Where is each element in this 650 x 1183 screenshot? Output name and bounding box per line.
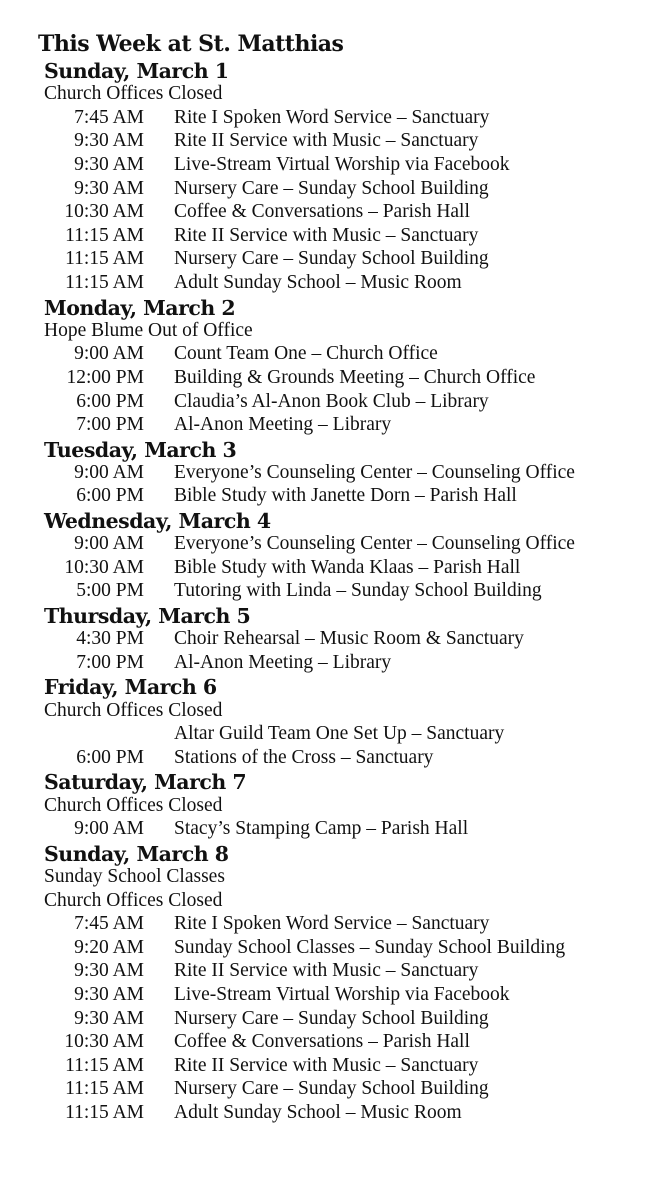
event-row: [44, 247, 644, 271]
event-description: Tutoring with Linda – Sunday School Building: [174, 580, 542, 602]
event-row: [44, 1077, 644, 1101]
event-description: Adult Sunday School – Music Room: [174, 1101, 462, 1123]
event-description: Bible Study with Wanda Klaas – Parish Hall: [174, 556, 521, 578]
day-note: Church Offices Closed: [44, 889, 223, 911]
event-description: Stacy’s Stamping Camp – Parish Hall: [174, 818, 469, 840]
event-description: Coffee & Conversations – Parish Hall: [174, 1031, 470, 1053]
event-row: [44, 1030, 644, 1054]
event-row: [44, 224, 644, 248]
event-description: Sunday School Classes – Sunday School Building: [174, 936, 566, 958]
event-time: 9:00 AM: [74, 533, 144, 555]
event-row: [44, 106, 644, 130]
event-description: Everyone’s Counseling Center – Counseling Office: [174, 461, 575, 483]
event-row: [44, 129, 644, 153]
day-section: [44, 437, 644, 508]
event-row: [44, 1054, 644, 1078]
event-time: 5:00 PM: [76, 580, 144, 602]
event-description: Coffee & Conversations – Parish Hall: [174, 201, 470, 223]
event-description: Nursery Care – Sunday School Building: [174, 177, 489, 199]
event-time: 7:45 AM: [74, 913, 144, 935]
event-time: [44, 722, 144, 746]
event-description: Nursery Care – Sunday School Building: [174, 1078, 489, 1100]
event-description: Stations of the Cross – Sanctuary: [174, 746, 434, 768]
event-description: Choir Rehearsal – Music Room & Sanctuary: [174, 628, 524, 650]
event-row: [44, 390, 644, 414]
event-time: 11:15 AM: [65, 224, 144, 246]
event-time: 7:00 PM: [76, 414, 144, 436]
event-time: 9:00 AM: [74, 343, 144, 365]
event-time: 9:30 AM: [74, 130, 144, 152]
event-time: 9:00 AM: [74, 818, 144, 840]
event-time: 10:30 AM: [64, 1031, 144, 1053]
event-description: Nursery Care – Sunday School Building: [174, 1007, 489, 1029]
event-row: [44, 1101, 644, 1125]
event-time: 10:30 AM: [64, 556, 144, 578]
event-description: Altar Guild Team One Set Up – Sanctuary: [174, 723, 505, 745]
event-row: [44, 912, 644, 936]
day-section: [44, 58, 644, 295]
day-heading: Monday, March 2: [44, 295, 236, 320]
event-time: 6:00 PM: [76, 390, 144, 412]
event-description: Everyone’s Counseling Center – Counseling Office: [174, 533, 575, 555]
day-heading: Sunday, March 1: [44, 59, 229, 83]
day-heading: Friday, March 6: [44, 675, 217, 700]
day-heading: Wednesday, March 4: [44, 509, 271, 534]
event-description: Al-Anon Meeting – Library: [174, 651, 392, 673]
event-row: [44, 579, 644, 603]
event-row: [44, 413, 644, 437]
event-time: 4:30 PM: [76, 628, 144, 650]
day-section: [44, 508, 644, 603]
event-time: 9:00 AM: [74, 461, 144, 483]
day-section: [44, 295, 644, 437]
event-row: [44, 746, 644, 770]
event-row: [44, 366, 644, 390]
event-row: [44, 484, 644, 508]
event-time: 6:00 PM: [76, 485, 144, 507]
day-note: Church Offices Closed: [44, 83, 223, 105]
event-row: [44, 817, 644, 841]
event-description: Live-Stream Virtual Worship via Facebook: [174, 153, 510, 175]
event-row: [44, 461, 644, 485]
day-heading: Tuesday, March 3: [44, 437, 237, 462]
event-row: [44, 177, 644, 201]
weekly-schedule: [44, 58, 644, 1124]
event-time: 9:30 AM: [74, 153, 144, 175]
event-time: 9:20 AM: [74, 936, 144, 958]
event-description: Rite II Service with Music – Sanctuary: [174, 130, 479, 152]
event-time: 7:45 AM: [74, 106, 144, 128]
day-note: Church Offices Closed: [44, 699, 223, 721]
event-time: 11:15 AM: [65, 1078, 144, 1100]
event-row: [44, 627, 644, 651]
event-description: Rite II Service with Music – Sanctuary: [174, 1054, 479, 1076]
event-time: 9:30 AM: [74, 1007, 144, 1029]
event-description: Rite I Spoken Word Service – Sanctuary: [174, 106, 490, 128]
event-time: 12:00 PM: [66, 366, 144, 388]
day-note: Church Offices Closed: [44, 794, 223, 816]
event-time: 6:00 PM: [76, 746, 144, 768]
event-time: 11:15 AM: [65, 1101, 144, 1123]
event-row: [44, 556, 644, 580]
event-row: [44, 983, 644, 1007]
event-time: 9:30 AM: [74, 177, 144, 199]
day-heading: Thursday, March 5: [44, 604, 251, 629]
event-description: Rite II Service with Music – Sanctuary: [174, 960, 479, 982]
event-description: Live-Stream Virtual Worship via Facebook: [174, 983, 510, 1005]
event-time: 9:30 AM: [74, 960, 144, 982]
event-row: [44, 1007, 644, 1031]
event-row: [44, 200, 644, 224]
event-row: [44, 651, 644, 675]
event-description: Al-Anon Meeting – Library: [174, 414, 392, 436]
event-description: Nursery Care – Sunday School Building: [174, 248, 489, 270]
event-description: Bible Study with Janette Dorn – Parish Hall: [174, 485, 517, 507]
day-note: Sunday School Classes: [44, 865, 225, 887]
event-time: 7:00 PM: [76, 651, 144, 673]
event-description: Count Team One – Church Office: [174, 343, 438, 365]
event-description: Claudia’s Al-Anon Book Club – Library: [174, 390, 489, 412]
event-time: 11:15 AM: [65, 248, 144, 270]
event-description: Adult Sunday School – Music Room: [174, 271, 462, 293]
day-note: Hope Blume Out of Office: [44, 319, 253, 341]
event-row: [44, 342, 644, 366]
event-row: [44, 722, 644, 746]
event-time: 9:30 AM: [74, 983, 144, 1005]
event-row: [44, 271, 644, 295]
event-row: [44, 936, 644, 960]
page-title: This Week at St. Matthias: [38, 31, 344, 57]
event-row: [44, 959, 644, 983]
day-heading: Saturday, March 7: [44, 770, 247, 795]
day-section: [44, 841, 644, 1125]
event-description: Rite I Spoken Word Service – Sanctuary: [174, 913, 490, 935]
day-heading: Sunday, March 8: [44, 841, 229, 866]
event-description: Building & Grounds Meeting – Church Office: [174, 366, 536, 388]
event-time: 10:30 AM: [64, 201, 144, 223]
event-time: 11:15 AM: [65, 1054, 144, 1076]
event-row: [44, 153, 644, 177]
day-section: [44, 769, 644, 840]
event-description: Rite II Service with Music – Sanctuary: [174, 224, 479, 246]
event-row: [44, 532, 644, 556]
event-time: 11:15 AM: [65, 271, 144, 293]
day-section: [44, 674, 644, 769]
day-section: [44, 603, 644, 674]
